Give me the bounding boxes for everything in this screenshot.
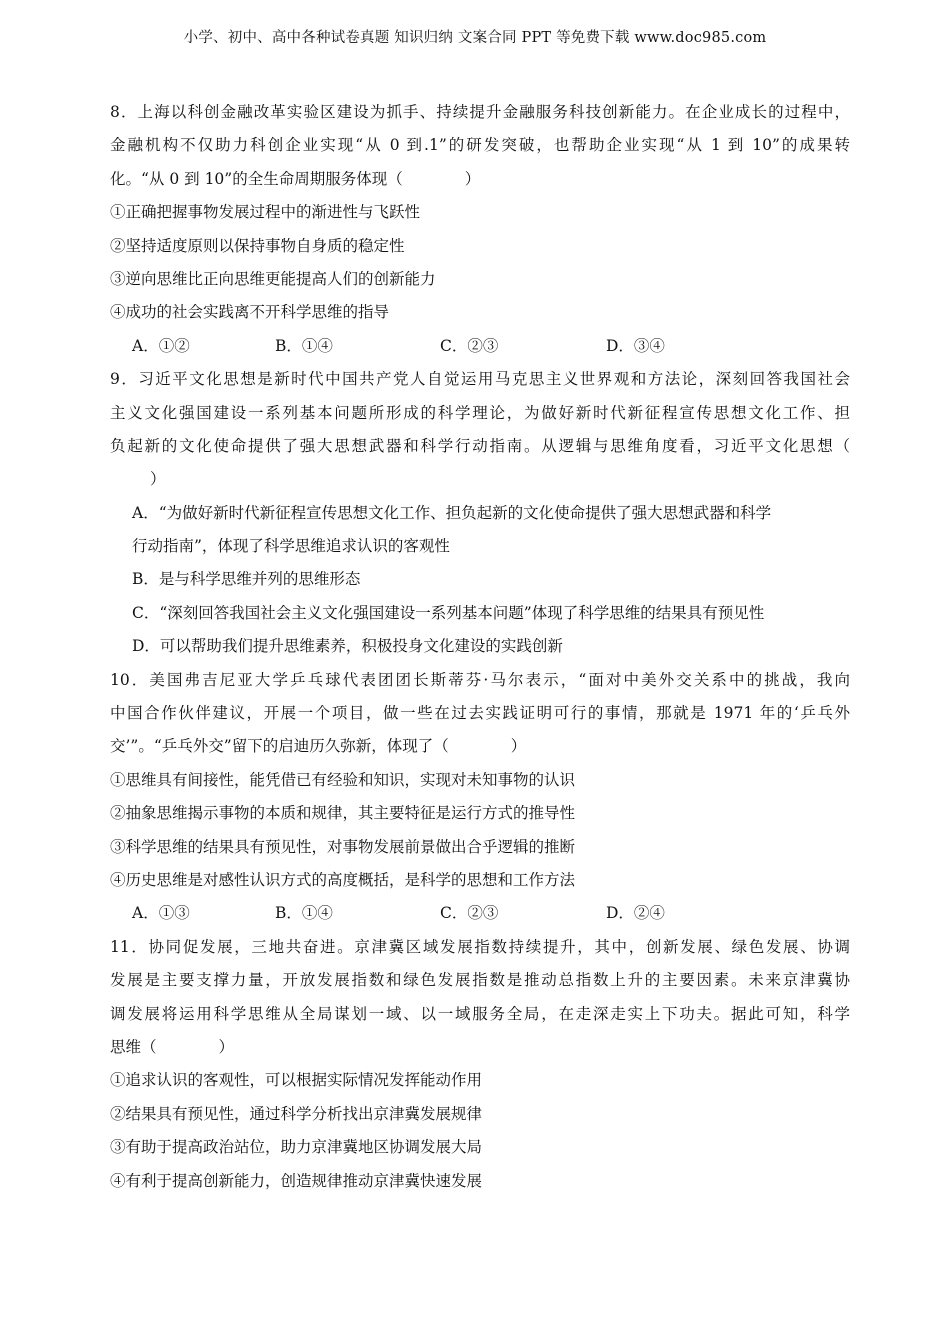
page-header: 小学、初中、高中各种试卷真题 知识归纳 文案合同 PPT 等免费下载 www.doc985.com — [183, 30, 767, 46]
question-10-statement: ①思维具有间接性，能凭借已有经验和知识，实现对未知事物的认识 — [110, 770, 576, 789]
option-a: A．①③ — [132, 904, 190, 923]
question-8-statement: ①正确把握事物发展过程中的渐进性与飞跃性 — [110, 203, 421, 222]
question-11 — [110, 931, 850, 1198]
question-10-statement: ④历史思维是对感性认识方式的高度概括，是科学的思想和工作方法 — [110, 870, 576, 889]
question-11-stem-line: 11．协同促发展，三地共奋进。京津冀区域发展指数持续提升，其中，创新发展、绿色发展、协调 — [110, 937, 850, 956]
option-c: C．②③ — [440, 336, 499, 355]
question-11-statement: ④有利于提高创新能力，创造规律推动京津冀快速发展 — [110, 1171, 483, 1190]
question-9 — [110, 363, 850, 664]
question-10-stem-line: 交’”。“乒乓外交”留下的启迪历久弥新，体现了（ ） — [110, 737, 527, 756]
option-a: A．“为做好新时代新征程宣传思想文化工作、担负起新的文化使命提供了强大思想武器和科学 — [132, 503, 772, 522]
option-b: B．是与科学思维并列的思维形态 — [132, 570, 361, 589]
question-8 — [110, 96, 850, 363]
question-9-stem-line: 负起新的文化使命提供了强大思想武器和科学行动指南。从逻辑与思维角度看，习近平文化思想（ — [110, 436, 850, 455]
question-10-stem-line: 10．美国弗吉尼亚大学乒乓球代表团团长斯蒂芬·马尔表示，“面对中美外交关系中的挑战，我向 — [110, 670, 850, 689]
option-a: A．①② — [132, 336, 190, 355]
question-8-statement: ③逆向思维比正向思维更能提高人们的创新能力 — [110, 269, 436, 288]
question-10-statement: ②抽象思维揭示事物的本质和规律，其主要特征是运行方式的推导性 — [110, 804, 576, 823]
question-10-options — [110, 897, 850, 930]
question-8-stem-line: 8．上海以科创金融改革实验区建设为抓手、持续提升金融服务科技创新能力。在企业成长的过程中， — [110, 103, 850, 121]
question-11-stem-line: 思维（ ） — [110, 1037, 235, 1056]
question-11-stem-line: 调发展将运用科学思维从全局谋划一域、以一域服务全局，在走深走实上下功夫。据此可知，科学 — [110, 1004, 850, 1023]
option-b: B．①④ — [275, 336, 333, 355]
question-9-stem-line: 9．习近平文化思想是新时代中国共产党人自觉运用马克思主义世界观和方法论，深刻回答我国社会 — [110, 370, 850, 389]
option-d: D．②④ — [606, 904, 665, 923]
question-11-statement: ②结果具有预见性，通过科学分析找出京津冀发展规律 — [110, 1104, 483, 1123]
question-8-stem-line: 金融机构不仅助力科创企业实现“从 0 到.1”的研发突破，也帮助企业实现“从 1 到 10”的成果转 — [110, 136, 850, 155]
option-a-continued: 行动指南”，体现了科学思维追求认识的客观性 — [132, 537, 450, 556]
question-8-options — [110, 330, 850, 363]
question-11-stem-line: 发展是主要支撑力量，开放发展指数和绿色发展指数是推动总指数上升的主要因素。未来京津冀协 — [110, 971, 850, 990]
question-8-stem-line: 化。“从 0 到 10”的全生命周期服务体现（ ） — [110, 169, 481, 188]
question-9-stem-line: ） — [150, 470, 166, 489]
question-9-stem-line: 主义文化强国建设一系列基本问题所形成的科学理论，为做好新时代新征程宣传思想文化工作、担 — [110, 403, 850, 422]
option-d: D．③④ — [606, 336, 665, 355]
question-11-statement: ③有助于提高政治站位，助力京津冀地区协调发展大局 — [110, 1138, 483, 1157]
option-c: C．“深刻回答我国社会主义文化强国建设一系列基本问题”体现了科学思维的结果具有预见性 — [132, 603, 765, 622]
question-8-statement: ②坚持适度原则以保持事物自身质的稳定性 — [110, 236, 405, 255]
option-c: C．②③ — [440, 904, 499, 923]
question-8-statement: ④成功的社会实践离不开科学思维的指导 — [110, 303, 390, 322]
question-10-statement: ③科学思维的结果具有预见性，对事物发展前景做出合乎逻辑的推断 — [110, 837, 576, 856]
exam-content — [110, 96, 850, 1198]
question-10 — [110, 664, 850, 931]
question-10-stem-line: 中国合作伙伴建议，开展一个项目，做一些在过去实践证明可行的事情，那就是 1971 年的‘乒乓外 — [110, 704, 850, 723]
option-d: D．可以帮助我们提升思维素养，积极投身文化建设的实践创新 — [132, 637, 563, 656]
option-b: B．①④ — [275, 904, 333, 923]
question-11-statement: ①追求认识的客观性，可以根据实际情况发挥能动作用 — [110, 1071, 483, 1090]
